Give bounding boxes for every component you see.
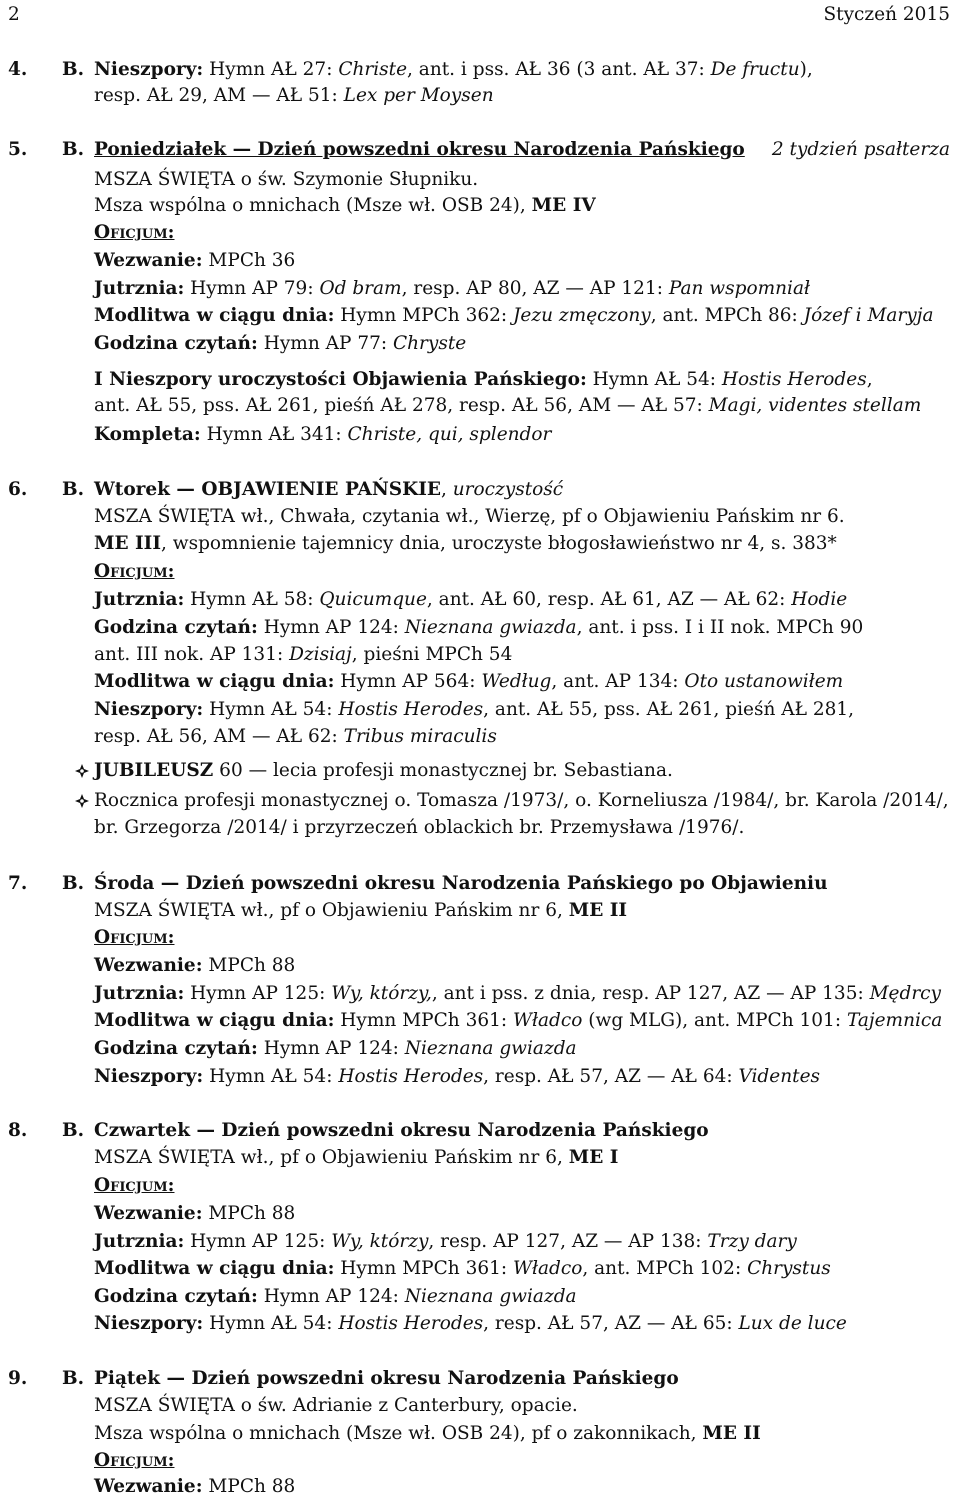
entry-line <box>94 669 843 695</box>
text-segment: Hostis Herodes <box>338 699 484 720</box>
text-segment: , resp. AP 127, AZ — AP 138: <box>428 1231 708 1252</box>
entry-line <box>94 953 295 979</box>
entry-line <box>94 697 854 723</box>
entry-line <box>94 1256 831 1282</box>
bullet-line <box>94 815 744 841</box>
text-segment: Christe <box>338 59 408 80</box>
entry-line <box>94 1393 578 1419</box>
text-segment: ME II <box>702 1423 761 1444</box>
text-segment: , ant. MPCh 86: <box>650 305 804 326</box>
text-segment: Godzina czytań: <box>94 1038 258 1059</box>
entry-line <box>94 1229 797 1255</box>
entry-line <box>94 331 466 357</box>
entry-line <box>94 1145 618 1171</box>
entry-line <box>94 1064 820 1090</box>
entry-line <box>94 1201 295 1227</box>
entry-line <box>94 393 921 419</box>
text-segment: Jutrznia: <box>94 589 185 610</box>
entry-line <box>94 1036 577 1062</box>
text-segment: Nieznana gwiazda <box>404 1286 577 1307</box>
text-segment: Chryste <box>392 333 467 354</box>
text-segment: Wtorek — OBJAWIENIE PAŃSKIE <box>94 479 441 500</box>
text-segment: , ant. i pss. I i II nok. MPCh 90 <box>576 617 864 638</box>
text-segment: ME I <box>568 1147 619 1168</box>
text-segment: MPCh 88 <box>202 1476 296 1497</box>
text-segment: Kompleta: <box>94 424 201 445</box>
text-segment: Hymn AP 125: <box>184 1231 332 1252</box>
text-segment: Lex per Moysen <box>343 85 494 106</box>
entry-line <box>94 83 494 109</box>
entry-line <box>94 504 845 530</box>
text-segment: Władco <box>513 1010 583 1031</box>
text-segment: , ant. i pss. AŁ 36 (3 ant. AŁ 37: <box>407 59 711 80</box>
entry-line <box>94 587 847 613</box>
entry-line <box>94 1008 942 1034</box>
liturgical-rank: B. <box>62 139 85 160</box>
text-segment: Dzisiaj <box>289 644 352 665</box>
text-segment: Hodie <box>791 589 848 610</box>
text-segment: Mędrcy <box>869 983 941 1004</box>
entry-line <box>94 248 295 274</box>
text-segment: MSZA ŚWIĘTA o św. Adrianie z Canterbury, opacie. <box>94 1395 578 1416</box>
text-segment: uroczystość <box>452 479 564 500</box>
text-segment: Pan wspomniał <box>668 278 810 299</box>
text-segment: , resp. AP 80, AZ — AP 121: <box>401 278 669 299</box>
entry-line <box>94 1421 761 1447</box>
text-segment: , ant. MPCh 102: <box>582 1258 748 1279</box>
bullet-line <box>94 788 949 814</box>
text-segment: Modlitwa w ciągu dnia: <box>94 1258 335 1279</box>
text-segment: (wg MLG), ant. MPCh 101: <box>582 1010 847 1031</box>
text-segment: Hymn AŁ 341: <box>200 424 348 445</box>
text-segment: Wy, którzy, <box>331 983 432 1004</box>
text-segment: Modlitwa w ciągu dnia: <box>94 671 335 692</box>
entry-line <box>94 220 174 246</box>
text-segment: , ant i pss. z dnia, resp. AP 127, AZ — AP 135: <box>431 983 870 1004</box>
text-segment: , resp. AŁ 57, AZ — AŁ 65: <box>483 1313 739 1334</box>
text-segment: Trzy dary <box>707 1231 797 1252</box>
text-segment: Oto ustanowiłem <box>684 671 844 692</box>
text-segment: Środa — Dzień powszedni okresu Narodzenia Pańskiego po Objawieniu <box>94 873 828 894</box>
text-segment: MPCh 36 <box>202 250 296 271</box>
text-segment: Wezwanie: <box>94 250 203 271</box>
text-segment: Hymn AP 124: <box>257 1038 405 1059</box>
entry-line <box>94 642 512 668</box>
text-segment: Hymn AŁ 54: <box>203 1066 339 1087</box>
entry-line <box>94 724 497 750</box>
text-segment: Modlitwa w ciągu dnia: <box>94 1010 335 1031</box>
entry-line <box>94 615 863 641</box>
page-date: Styczeń 2015 <box>823 4 950 25</box>
entry-line <box>94 871 828 897</box>
text-segment: Według <box>481 671 552 692</box>
bullet-diamond-icon <box>74 758 90 784</box>
text-segment: , wspomnienie tajemnicy dnia, uroczyste błogosławieństwo nr 4, s. 383* <box>160 533 837 554</box>
text-segment: Józef i Maryja <box>803 305 934 326</box>
text-segment: , resp. AŁ 57, AZ — AŁ 64: <box>483 1066 739 1087</box>
day-number: 7. <box>8 873 28 894</box>
entry-line <box>94 531 837 557</box>
entry-line <box>94 367 873 393</box>
text-segment: Christe, qui, splendor <box>347 424 552 445</box>
text-segment: Hymn AP 124: <box>257 617 405 638</box>
page-number: 2 <box>8 4 20 25</box>
entry-line <box>94 167 478 193</box>
text-segment: , ant. AŁ 60, resp. AŁ 61, AZ — AŁ 62: <box>426 589 792 610</box>
section-heading: Oficjum: <box>94 222 175 243</box>
text-segment: Hymn AŁ 54: <box>203 1313 339 1334</box>
text-segment: Quicumque <box>319 589 427 610</box>
text-segment: Videntes <box>738 1066 821 1087</box>
bullet-diamond-icon <box>74 788 90 814</box>
entry-line <box>94 981 941 1007</box>
liturgical-rank: B. <box>62 1368 85 1389</box>
text-segment: Hymn AŁ 58: <box>184 589 320 610</box>
text-segment: MSZA ŚWIĘTA wł., pf o Objawieniu Pańskim nr 6, <box>94 900 569 921</box>
text-segment: Tajemnica <box>846 1010 943 1031</box>
text-segment: Piątek — Dzień powszedni okresu Narodzenia Pańskiego <box>94 1368 679 1389</box>
text-segment: Nieszpory: <box>94 699 204 720</box>
text-segment: Hostis Herodes <box>721 369 867 390</box>
text-segment: Hymn AP 77: <box>257 333 393 354</box>
entry-line <box>94 1448 174 1474</box>
text-segment: ant. AŁ 55, pss. AŁ 261, pieśń AŁ 278, resp. AŁ 56, AM — AŁ 57: <box>94 395 709 416</box>
day-number: 8. <box>8 1120 28 1141</box>
text-segment: , ant. AŁ 55, pss. AŁ 261, pieśń AŁ 281, <box>483 699 855 720</box>
text-segment: Rocznica profesji monastycznej o. Tomasza /1973/, o. Korneliusza /1984/, br. Karola /2014/, <box>94 790 949 811</box>
text-segment: I Nieszpory uroczystości Objawienia Pańskiego: <box>94 369 587 390</box>
liturgical-rank: B. <box>62 59 85 80</box>
text-segment: MSZA ŚWIĘTA o św. Szymonie Słupniku. <box>94 169 479 190</box>
text-segment: Msza wspólna o mnichach (Msze wł. OSB 24), pf o zakonnikach, <box>94 1423 703 1444</box>
entry-line <box>94 477 563 503</box>
text-segment: Godzina czytań: <box>94 617 258 638</box>
psalter-week: 2 tydzień psałterza <box>771 139 950 160</box>
text-segment: Od bram <box>319 278 402 299</box>
text-segment: Msza wspólna o mnichach (Msze wł. OSB 24), <box>94 195 532 216</box>
text-segment: Jezu zmęczony <box>513 305 651 326</box>
text-segment: Wezwanie: <box>94 1476 203 1497</box>
entry-line <box>94 898 627 924</box>
text-segment: Poniedziałek — Dzień powszedni okresu Narodzenia Pańskiego <box>94 139 745 160</box>
text-segment: ME II <box>568 900 628 921</box>
text-segment: Wezwanie: <box>94 955 203 976</box>
text-segment: ant. III nok. AP 131: <box>94 644 290 665</box>
text-segment: Czwartek — Dzień powszedni okresu Narodzenia Pańskiego <box>94 1120 709 1141</box>
text-segment: Nieszpory: <box>94 59 204 80</box>
section-heading: Oficjum: <box>94 1175 175 1196</box>
text-segment: De fructu <box>710 59 800 80</box>
entry-line <box>94 422 551 448</box>
text-segment: JUBILEUSZ <box>94 760 214 781</box>
text-segment: Hymn AP 124: <box>257 1286 405 1307</box>
text-segment: Hymn AŁ 54: <box>586 369 722 390</box>
entry-line <box>94 1366 679 1392</box>
section-heading: Oficjum: <box>94 561 175 582</box>
text-segment: Hymn MPCh 362: <box>334 305 513 326</box>
entry-line <box>94 1284 577 1310</box>
liturgical-rank: B. <box>62 873 85 894</box>
text-segment: Hymn MPCh 361: <box>334 1258 513 1279</box>
text-segment: Władco <box>513 1258 583 1279</box>
text-segment: , pieśni MPCh 54 <box>351 644 513 665</box>
day-number: 6. <box>8 479 28 500</box>
text-segment: 60 — lecia profesji monastycznej br. Sebastiana. <box>213 760 673 781</box>
text-segment: Godzina czytań: <box>94 1286 258 1307</box>
text-segment: Godzina czytań: <box>94 333 258 354</box>
text-segment: ), <box>799 59 813 80</box>
entry-line <box>94 137 745 163</box>
text-segment: Wy, którzy <box>331 1231 429 1252</box>
text-segment: Nieznana gwiazda <box>404 617 577 638</box>
text-segment: Jutrznia: <box>94 278 185 299</box>
text-segment: Hymn MPCh 361: <box>334 1010 513 1031</box>
text-segment: MSZA ŚWIĘTA wł., Chwała, czytania wł., Wierzę, pf o Objawieniu Pańskim nr 6. <box>94 506 845 527</box>
text-segment: , ant. AP 134: <box>551 671 685 692</box>
liturgical-rank: B. <box>62 1120 85 1141</box>
text-segment: ME IV <box>531 195 596 216</box>
entry-line <box>94 193 596 219</box>
liturgical-rank: B. <box>62 479 85 500</box>
section-heading: Oficjum: <box>94 927 175 948</box>
text-segment: Hostis Herodes <box>338 1313 484 1334</box>
text-segment: Hymn AŁ 27: <box>203 59 339 80</box>
text-segment: resp. AŁ 56, AM — AŁ 62: <box>94 726 344 747</box>
text-segment: Tribus miraculis <box>343 726 497 747</box>
text-segment: , <box>866 369 873 390</box>
day-number: 4. <box>8 59 28 80</box>
entry-line <box>94 1311 847 1337</box>
entry-line <box>94 1173 174 1199</box>
text-segment: Wezwanie: <box>94 1203 203 1224</box>
day-number: 5. <box>8 139 28 160</box>
text-segment: br. Grzegorza /2014/ i przyrzeczeń oblackich br. Przemysława /1976/. <box>94 817 745 838</box>
text-segment: Magi, videntes stellam <box>708 395 922 416</box>
text-segment: Jutrznia: <box>94 1231 185 1252</box>
entry-line <box>94 1118 709 1144</box>
text-segment: Chrystus <box>747 1258 831 1279</box>
entry-line <box>94 276 810 302</box>
text-segment: resp. AŁ 29, AM — AŁ 51: <box>94 85 344 106</box>
entry-line <box>94 303 933 329</box>
text-segment: Hostis Herodes <box>338 1066 484 1087</box>
entry-line <box>94 57 813 83</box>
text-segment: Nieszpory: <box>94 1066 204 1087</box>
entry-line <box>94 559 174 585</box>
text-segment: Lux de luce <box>738 1313 847 1334</box>
section-heading: Oficjum: <box>94 1450 175 1471</box>
text-segment: Nieszpory: <box>94 1313 204 1334</box>
text-segment: Jutrznia: <box>94 983 185 1004</box>
text-segment: , <box>440 479 453 500</box>
day-number: 9. <box>8 1368 28 1389</box>
entry-line <box>94 1474 295 1500</box>
text-segment: MPCh 88 <box>202 1203 296 1224</box>
text-segment: MSZA ŚWIĘTA wł., pf o Objawieniu Pańskim nr 6, <box>94 1147 569 1168</box>
text-segment: Hymn AP 564: <box>334 671 482 692</box>
entry-line <box>94 925 174 951</box>
text-segment: Hymn AP 125: <box>184 983 332 1004</box>
bullet-line <box>94 758 673 784</box>
text-segment: ME III <box>94 533 161 554</box>
text-segment: MPCh 88 <box>202 955 296 976</box>
text-segment: Hymn AŁ 54: <box>203 699 339 720</box>
text-segment: Modlitwa w ciągu dnia: <box>94 305 335 326</box>
text-segment: Nieznana gwiazda <box>404 1038 577 1059</box>
text-segment: Hymn AP 79: <box>184 278 320 299</box>
